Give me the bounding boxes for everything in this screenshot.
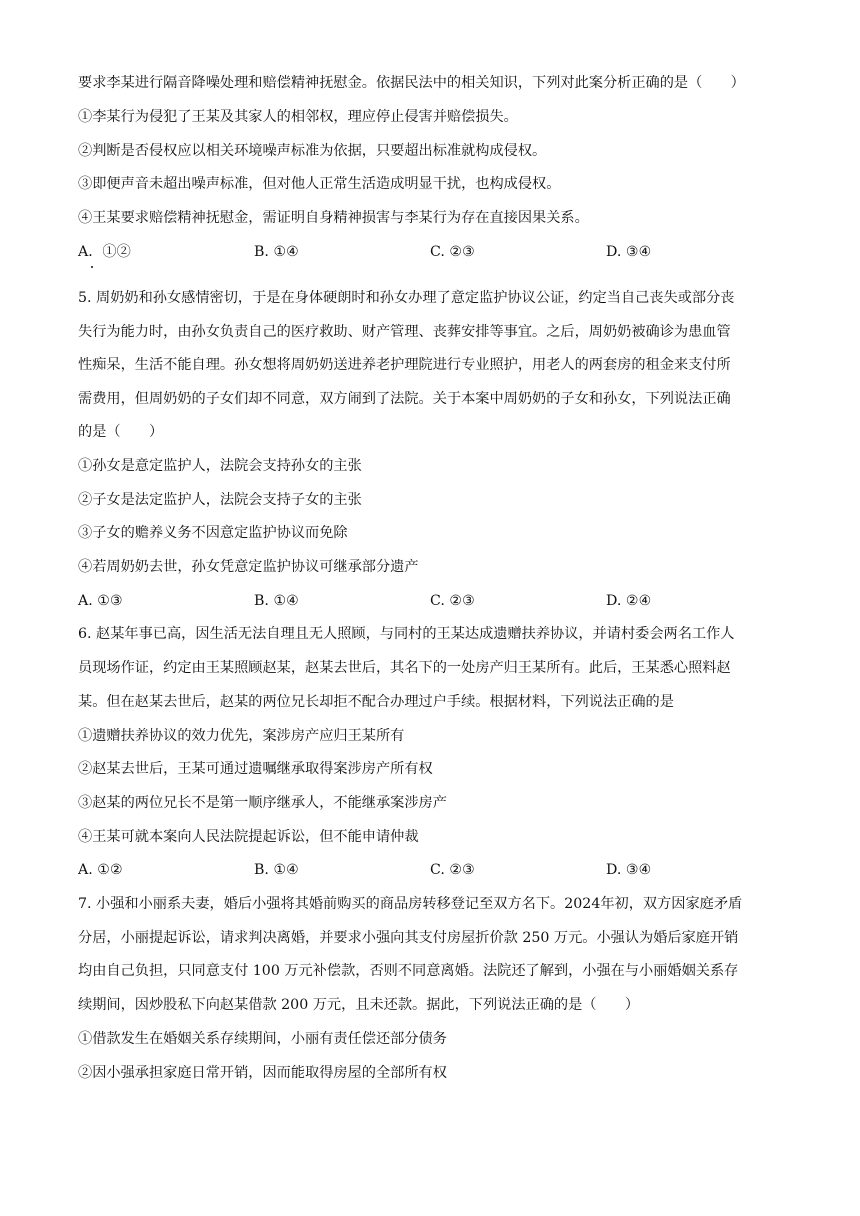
q7-item-2: ②因小强承担家庭日常开销，因而能取得房屋的全部所有权 — [78, 1065, 447, 1081]
q6-option-a: A. ①② — [78, 862, 123, 878]
q4-item-4: ④王某要求赔偿精神抚慰金，需证明自身精神损害与李某行为存在直接因果关系。 — [78, 210, 589, 226]
q5-option-b: B. ①④ — [254, 593, 299, 609]
q5-item-2: ②子女是法定监护人，法院会支持子女的主张 — [78, 492, 362, 508]
q7-item-1: ①借款发生在婚姻关系存续期间，小丽有责任偿还部分债务 — [78, 1031, 447, 1047]
q5-option-c: C. ②③ — [430, 593, 475, 609]
q4-option-c: C. ②③ — [430, 244, 475, 260]
q5-options — [78, 591, 790, 611]
q6-option-c: C. ②③ — [430, 862, 475, 878]
q7-stem-line-2: 分居，小丽提起诉讼，请求判决离婚，并要求小强向其支付房屋折价款 250 万元。小强认为婚后家庭开销 — [78, 930, 739, 946]
q4-item-2: ②判断是否侵权应以相关环境噪声标准为依据，只要超出标准就构成侵权。 — [78, 143, 547, 159]
q7-stem-line-1: 7. 小强和小丽系夫妻，婚后小强将其婚前购买的商品房转移登记至双方名下。2024年初，双方因家庭矛盾 — [78, 896, 743, 912]
q7-stem-line-4: 续期间，因炒股私下向赵某借款 200 万元，且未还款。据此，下列说法正确的是（ ） — [78, 997, 640, 1013]
q5-stem-line-3: 性痴呆，生活不能自理。孙女想将周奶奶送进养老护理院进行专业照护，用老人的两套房的租金来支付所 — [78, 357, 731, 373]
q6-item-4: ④王某可就本案向人民法院提起诉讼，但不能申请仲裁 — [78, 829, 419, 845]
q5-item-1: ①孙女是意定监护人，法院会支持孙女的主张 — [78, 458, 362, 474]
q6-item-2: ②赵某去世后，王某可通过遗嘱继承取得案涉房产所有权 — [78, 761, 433, 777]
q5-item-3: ③子女的赡养义务不因意定监护协议而免除 — [78, 525, 348, 541]
q5-stem-line-4: 需费用，但周奶奶的子女们却不同意，双方闹到了法院。关于本案中周奶奶的子女和孙女，下列说法正确 — [78, 391, 731, 407]
q6-option-d: D. ③④ — [606, 862, 652, 878]
q5-stem-line-5: 的是（ ） — [78, 424, 164, 440]
q4-option-b: B. ①④ — [254, 244, 299, 260]
q4-item-1: ①李某行为侵犯了王某及其家人的相邻权，理应停止侵害并赔偿损失。 — [78, 109, 518, 125]
stray-dot-mark — [91, 266, 93, 268]
q6-stem-line-2: 员现场作证，约定由王某照顾赵某，赵某去世后，其名下的一处房产归王某所有。此后，王某悉心照料赵 — [78, 660, 731, 676]
q6-options — [78, 860, 790, 880]
q6-stem-line-1: 6. 赵某年事已高，因生活无法自理且无人照顾，与同村的王某达成遗赠扶养协议，并请村委会两名工作人 — [78, 626, 735, 642]
q4-options — [78, 242, 790, 262]
q5-item-4: ④若周奶奶去世，孙女凭意定监护协议可继承部分遗产 — [78, 559, 419, 575]
q5-stem-line-1: 5. 周奶奶和孙女感情密切，于是在身体硬朗时和孙女办理了意定监护协议公证，约定当自己丧失或部分丧 — [78, 290, 735, 306]
q4-item-3: ③即便声音未超出噪声标准，但对他人正常生活造成明显干扰，也构成侵权。 — [78, 176, 561, 192]
q5-stem-line-2: 失行为能力时，由孙女负责自己的医疗救助、财产管理、丧葬安排等事宜。之后，周奶奶被确诊为患血管 — [78, 324, 731, 340]
q6-item-1: ①遗赠扶养协议的效力优先，案涉房产应归王某所有 — [78, 728, 405, 744]
q7-stem-line-3: 均由自己负担，只同意支付 100 万元补偿款，否则不同意离婚。法院还了解到，小强在与小丽婚姻关系存 — [78, 963, 739, 979]
q5-option-d: D. ②④ — [606, 593, 652, 609]
q4-stem-tail: 要求李某进行隔音降噪处理和赔偿精神抚慰金。依据民法中的相关知识，下列对此案分析正确的是（ ） — [78, 75, 745, 91]
q4-option-a: A．①② — [78, 244, 131, 260]
q5-option-a: A. ①③ — [78, 593, 123, 609]
q6-stem-line-3: 某。但在赵某去世后，赵某的两位兄长却拒不配合办理过户手续。根据材料，下列说法正确的是 — [78, 694, 674, 710]
q6-item-3: ③赵某的两位兄长不是第一顺序继承人，不能继承案涉房产 — [78, 795, 447, 811]
q4-option-d: D. ③④ — [606, 244, 652, 260]
q6-option-b: B. ①④ — [254, 862, 299, 878]
